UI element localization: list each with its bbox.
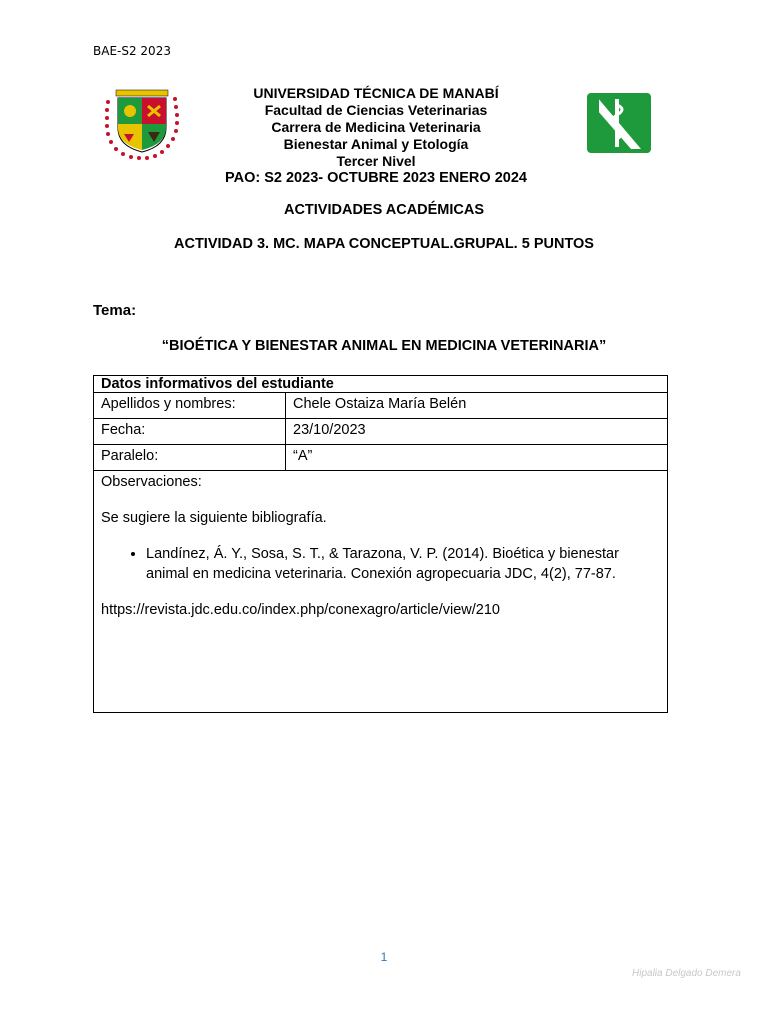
table-heading: Datos informativos del estudiante <box>94 376 668 393</box>
activity-title: ACTIVIDAD 3. MC. MAPA CONCEPTUAL.GRUPAL. 5 PUNTOS <box>174 236 594 252</box>
document-code: BAE-S2 2023 <box>93 44 171 58</box>
list-item: • Landínez, Á. Y., Sosa, S. T., & Tarazona, V. P. (2014). Bioética y bienestar animal en medicina veterinaria. Conexión agropecuaria JDC, 4(2), 77-87. <box>146 544 660 584</box>
faculty-name: Facultad de Ciencias Veterinarias <box>264 102 488 118</box>
university-name: UNIVERSIDAD TÉCNICA DE MANABÍ <box>253 85 499 101</box>
career-name: Carrera de Medicina Veterinaria <box>271 119 481 135</box>
reference-url-link[interactable]: https://revista.jdc.edu.co/index.php/conexagro/article/view/210 <box>101 602 500 618</box>
topic-title: “BIOÉTICA Y BIENESTAR ANIMAL EN MEDICINA VETERINARIA” <box>161 338 607 354</box>
paralelo-value: “A” <box>286 445 668 471</box>
tema-label: Tema: <box>93 302 137 319</box>
paralelo-label: Paralelo: <box>94 445 286 471</box>
institution-header <box>180 85 572 187</box>
name-value: Chele Ostaiza María Belén <box>286 393 668 419</box>
bibliography-suggestion: Se sugiere la siguiente bibliografía. <box>101 510 327 526</box>
observations-label: Observaciones: <box>101 474 202 490</box>
table-row <box>94 445 668 471</box>
table-row <box>94 419 668 445</box>
student-info-table <box>93 375 668 713</box>
date-value: 23/10/2023 <box>286 419 668 445</box>
name-label: Apellidos y nombres: <box>94 393 286 419</box>
subject-name: Bienestar Animal y Etología <box>283 136 469 152</box>
pao-period: PAO: S2 2023- OCTUBRE 2023 ENERO 2024 <box>225 170 527 186</box>
observations-cell <box>94 471 668 713</box>
page-number: 1 <box>380 950 388 964</box>
university-crest-logo <box>104 88 180 160</box>
reference-list <box>101 544 660 584</box>
author-watermark: Hipalia Delgado Demera <box>632 968 741 979</box>
table-row <box>94 393 668 419</box>
level: Tercer Nivel <box>336 153 416 169</box>
date-label: Fecha: <box>94 419 286 445</box>
veterinary-faculty-logo <box>587 93 651 153</box>
activities-title: ACTIVIDADES ACADÉMICAS <box>283 202 485 218</box>
